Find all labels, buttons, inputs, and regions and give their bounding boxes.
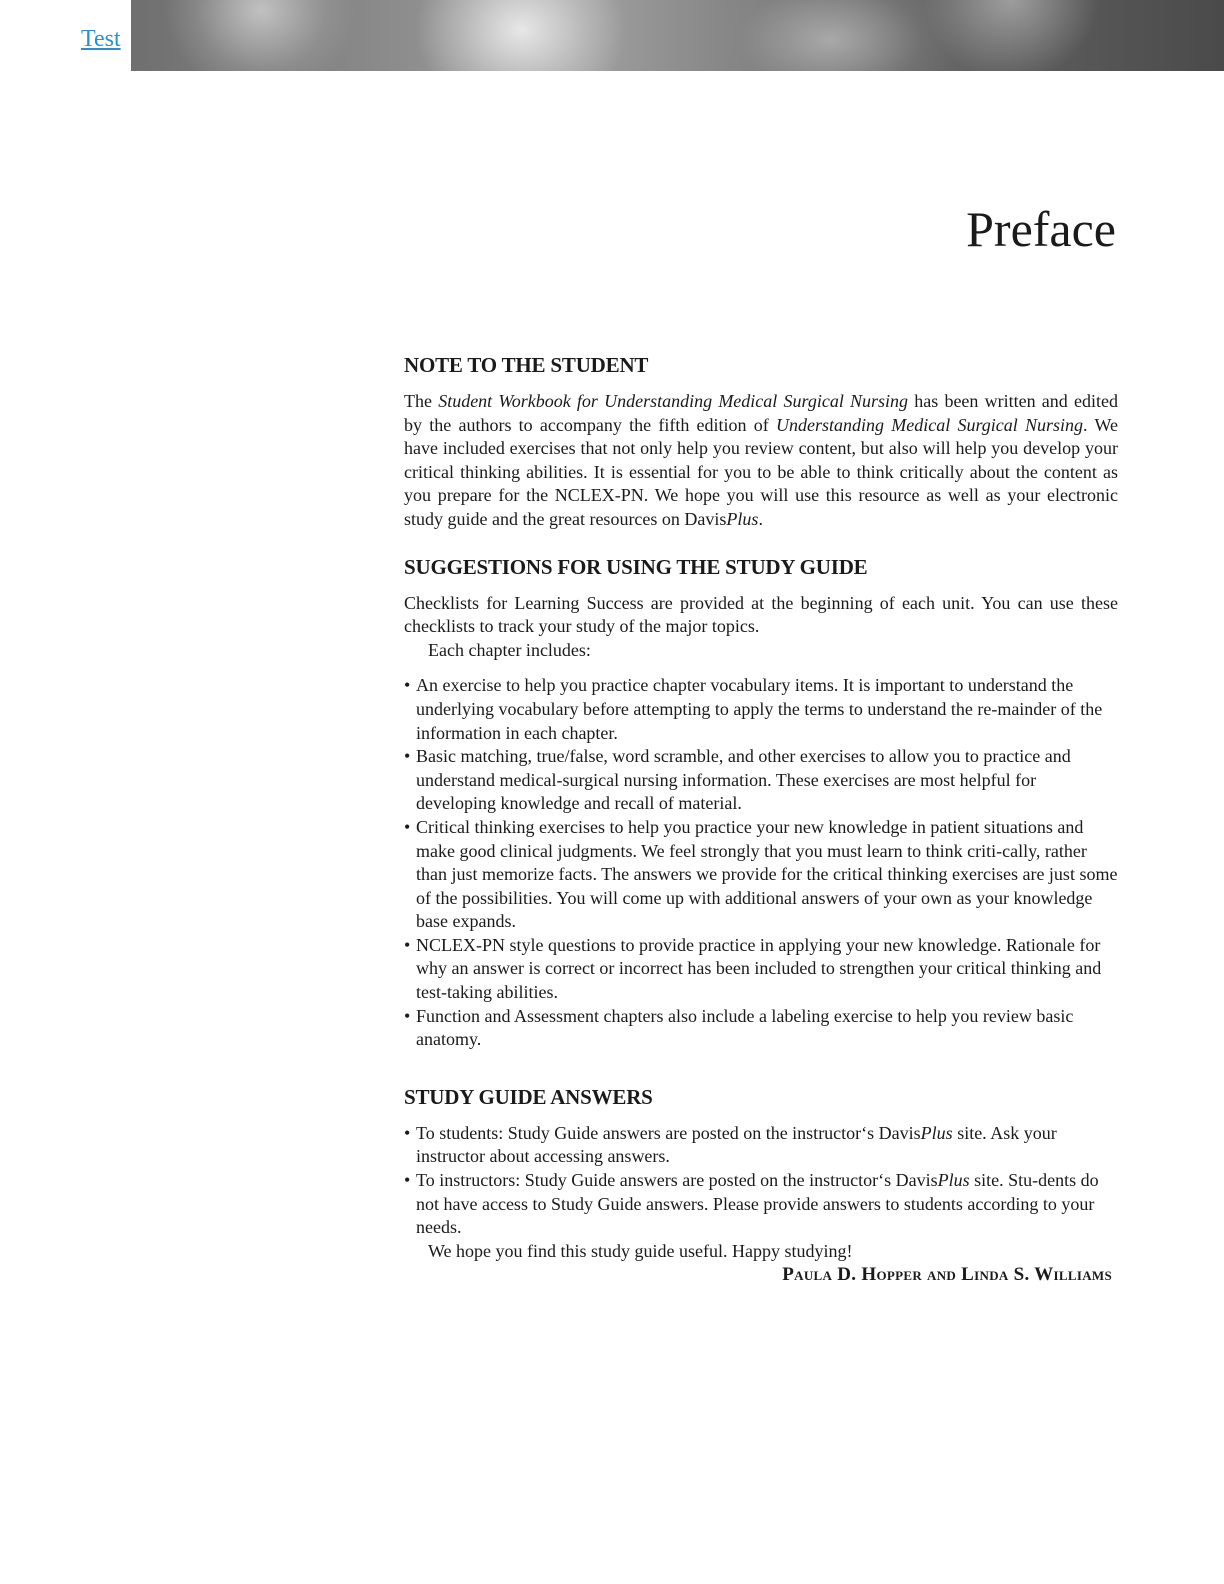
list-item: • Function and Assessment chapters also include a labeling exercise to help you review basic anatomy. [404, 1005, 1118, 1052]
textbook-title: Understanding Medical Surgical Nursing [776, 414, 1084, 435]
workbook-title: Student Workbook for Understanding Medical Surgical Nursing [438, 391, 909, 411]
suggestions-section [404, 554, 1118, 1052]
list-item: • An exercise to help you practice chapter vocabulary items. It is important to understand the underlying vocabulary before attempting to apply the terms to understand the re-mainder of the information in each chapter. [404, 674, 1118, 745]
author-signature: Paula D. Hopper and Linda S. Williams [782, 1264, 1112, 1286]
answers-list [404, 1122, 1118, 1240]
note-to-student-section [404, 352, 1118, 532]
closing-line: We hope you find this study guide useful. Happy studying! [428, 1240, 853, 1261]
chapter-includes-list [404, 674, 1118, 1052]
page-title: Preface [966, 201, 1116, 257]
note-heading: NOTE TO THE STUDENT [404, 353, 649, 377]
list-item: • To instructors: Study Guide answers are posted on the instructor‘s DavisPlus site. Stu-dents do not have access to Study Guide answers. Please provide answers to students according to your needs. [404, 1169, 1118, 1240]
suggestions-heading: SUGGESTIONS FOR USING THE STUDY GUIDE [404, 554, 868, 579]
study-guide-answers-section [404, 1084, 1118, 1287]
list-item: • Critical thinking exercises to help you practice your new knowledge in patient situations and make good clinical judgments. We feel strongly that you must learn to think criti-cally, rather than just memorize facts. The answers we provide for the critical thinking exercises are just some of the possibilities. You will come up with additional answers of your own as your knowledge base expands. [404, 816, 1118, 934]
list-item: • To students: Study Guide answers are posted on the instructor‘s DavisPlus site. Ask your instructor about accessing answers. [404, 1122, 1118, 1169]
header-banner-image [131, 0, 1224, 71]
list-item: • Basic matching, true/false, word scramble, and other exercises to allow you to practice and understand medical-surgical nursing information. These exercises are most helpful for developing knowledge and recall of material. [404, 745, 1118, 816]
header-link[interactable]: Test [81, 26, 121, 52]
preface-body [404, 352, 1118, 1287]
chapter-includes-label: Each chapter includes: [428, 639, 591, 660]
suggestions-intro: Checklists for Learning Success are provided at the beginning of each unit. You can use these checklists to track your study of the major topics. [404, 592, 1118, 637]
note-paragraph: The Student Workbook for Understanding Medical Surgical Nursing has been written and edited by the authors to accompany the fifth edition of Understanding Medical Surgical Nursing. We have included exercises that not only help you review content, but also will help you develop your critical thinking abilities. It is essential for you to be able to think critically about the content as you prepare for the NCLEX-PN. We hope you will use this resource as well as your electronic study guide and the great resources on DavisPlus. [404, 391, 1118, 529]
list-item: • NCLEX-PN style questions to provide practice in applying your new knowledge. Rationale for why an answer is correct or incorrect has been included to strengthen your critical thinking and test-taking abilities. [404, 934, 1118, 1005]
answers-heading: STUDY GUIDE ANSWERS [404, 1084, 653, 1109]
